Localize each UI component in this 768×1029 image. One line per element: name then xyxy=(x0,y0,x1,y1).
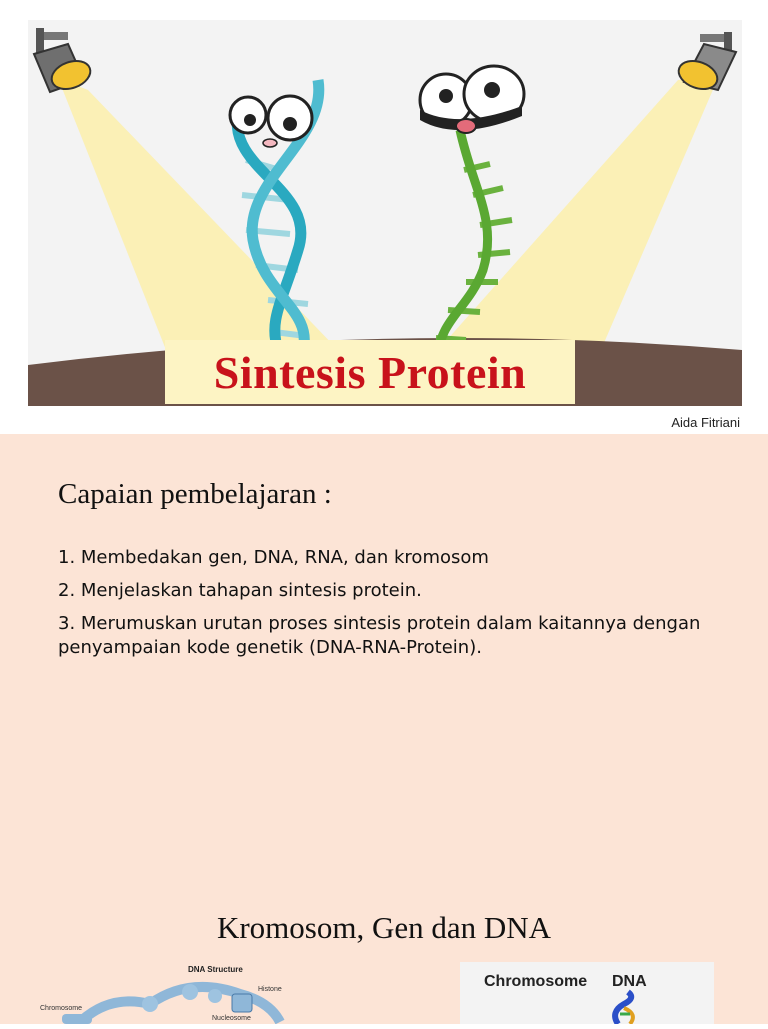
nucleosome-label: Nucleosome xyxy=(212,1015,251,1022)
chromosome-dna-figure xyxy=(460,962,714,1024)
title-banner xyxy=(165,340,575,404)
title-slide xyxy=(0,0,768,434)
objectives-heading: Capaian pembelajaran : xyxy=(58,478,332,510)
section-title: Kromosom, Gen dan DNA xyxy=(216,910,552,945)
list-item: 2. Menjelaskan tahapan sintesis protein. xyxy=(58,580,422,601)
histone-label: Histone xyxy=(258,986,282,993)
chromosome-dna-diagram xyxy=(460,962,714,1024)
chromosome-label: Chromosome xyxy=(484,973,588,990)
list-item: 1. Membedakan gen, DNA, RNA, dan kromosom xyxy=(58,547,489,568)
list-item: 3. Merumuskan urutan proses sintesis protein dalam kaitannya dengan penyampaian kode genetik (DNA-RNA-Protein). xyxy=(58,613,701,658)
dna-structure-diagram xyxy=(40,964,330,1024)
author-name: Aida Fitriani xyxy=(671,415,740,430)
presentation-title: Sintesis Protein xyxy=(213,346,527,398)
figure-title: DNA Structure xyxy=(188,965,243,974)
dna-structure-figure xyxy=(40,964,330,1024)
chromosome-label: Chromosome xyxy=(40,1005,83,1012)
objectives-list xyxy=(58,546,738,669)
dna-label: DNA xyxy=(612,973,647,990)
objectives-slide xyxy=(0,434,768,1024)
left-spotlight-icon xyxy=(34,28,94,94)
